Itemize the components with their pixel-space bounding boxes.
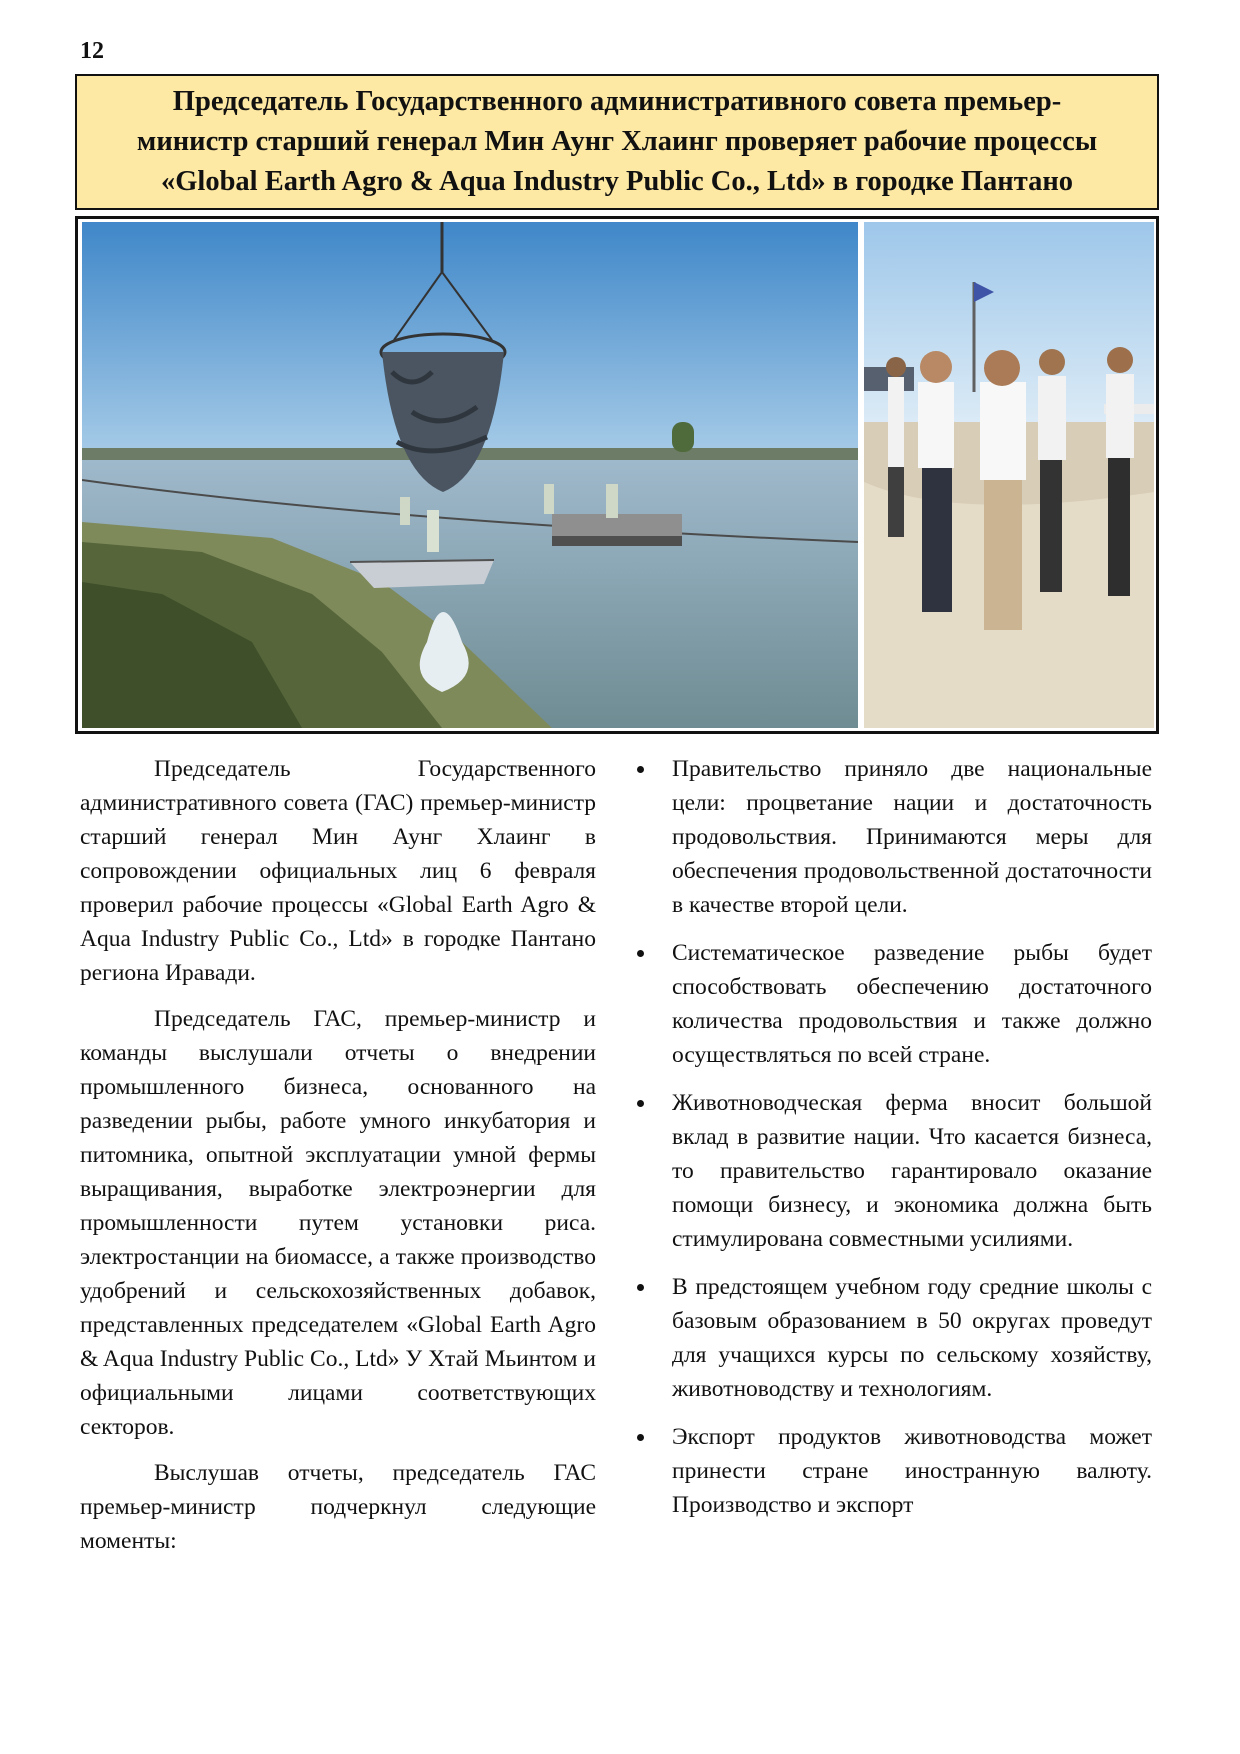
article-left-column [80, 752, 596, 1570]
fish-harvest-illustration [82, 222, 858, 728]
article-paragraph-2: Председатель ГАС, премьер-министр и команды выслушали отчеты о внедрении промышленного бизнеса, основанного на разведении рыбы, работе умного инкубатория и питомника, опытной эксплуатации умной фермы выращивания, выработке электроэнергии для промышленности путем установки риса. электростанции на биомассе, а также производство удобрений и сельскохозяйственных добавок, представленных председателем «Global Earth Agro & Aqua Industry Public Co., Ltd» У Хтай Мьинтом и официальными лицами соответствующих секторов. [80, 1006, 596, 1440]
photo-frame [75, 216, 1159, 734]
article-right-column [636, 752, 1152, 1536]
page-number: 12 [80, 38, 104, 64]
key-point-4: В предстоящем учебном году средние школы с базовым образованием в 50 округах проведут для учащихся курсы по сельскому хозяйству, животноводству и технологиям. [636, 1270, 1152, 1406]
officials-visit-photo [864, 222, 1154, 728]
headline-line-3: «Global Earth Agro & Aqua Industry Public Co., Ltd» в городке Пантано [160, 166, 1073, 197]
key-point-1: Правительство приняло две национальные цели: процветание нации и достаточность продовольствия. Принимаются меры для обеспечения продовольственной достаточности в качестве второй цели. [636, 752, 1152, 922]
key-points-list [636, 752, 1152, 1522]
key-point-2: Систематическое разведение рыбы будет способствовать обеспечению достаточного количества продовольствия и также должно осуществляться по всей стране. [636, 936, 1152, 1072]
fish-harvest-photo [82, 222, 858, 728]
officials-visit-illustration [864, 222, 1154, 728]
key-point-3: Животноводческая ферма вносит большой вклад в развитие нации. Что касается бизнеса, то правительство гарантировало оказание помощи бизнесу, и экономика должна быть стимулирована совместными усилиями. [636, 1086, 1152, 1256]
key-point-5: Экспорт продуктов животноводства может принести стране иностранную валюту. Производство и экспорт [636, 1420, 1152, 1522]
headline-line-2: министр старший генерал Мин Аунг Хлаинг проверяет рабочие процессы [136, 126, 1098, 157]
article-paragraph-3: Выслушав отчеты, председатель ГАС премьер-министр подчеркнул следующие моменты: [80, 1460, 596, 1554]
headline-line-1: Председатель Государственного административного совета премьер- [172, 86, 1062, 117]
headline-box [75, 74, 1159, 210]
article-paragraph-1: Председатель Государственного административного совета (ГАС) премьер-министр старший генерал Мин Аунг Хлаинг в сопровождении официальных лиц 6 февраля проверил рабочие процессы «Global Earth Agro & Aqua Industry Public Co., Ltd» в городке Пантано региона Иравади. [80, 756, 596, 986]
